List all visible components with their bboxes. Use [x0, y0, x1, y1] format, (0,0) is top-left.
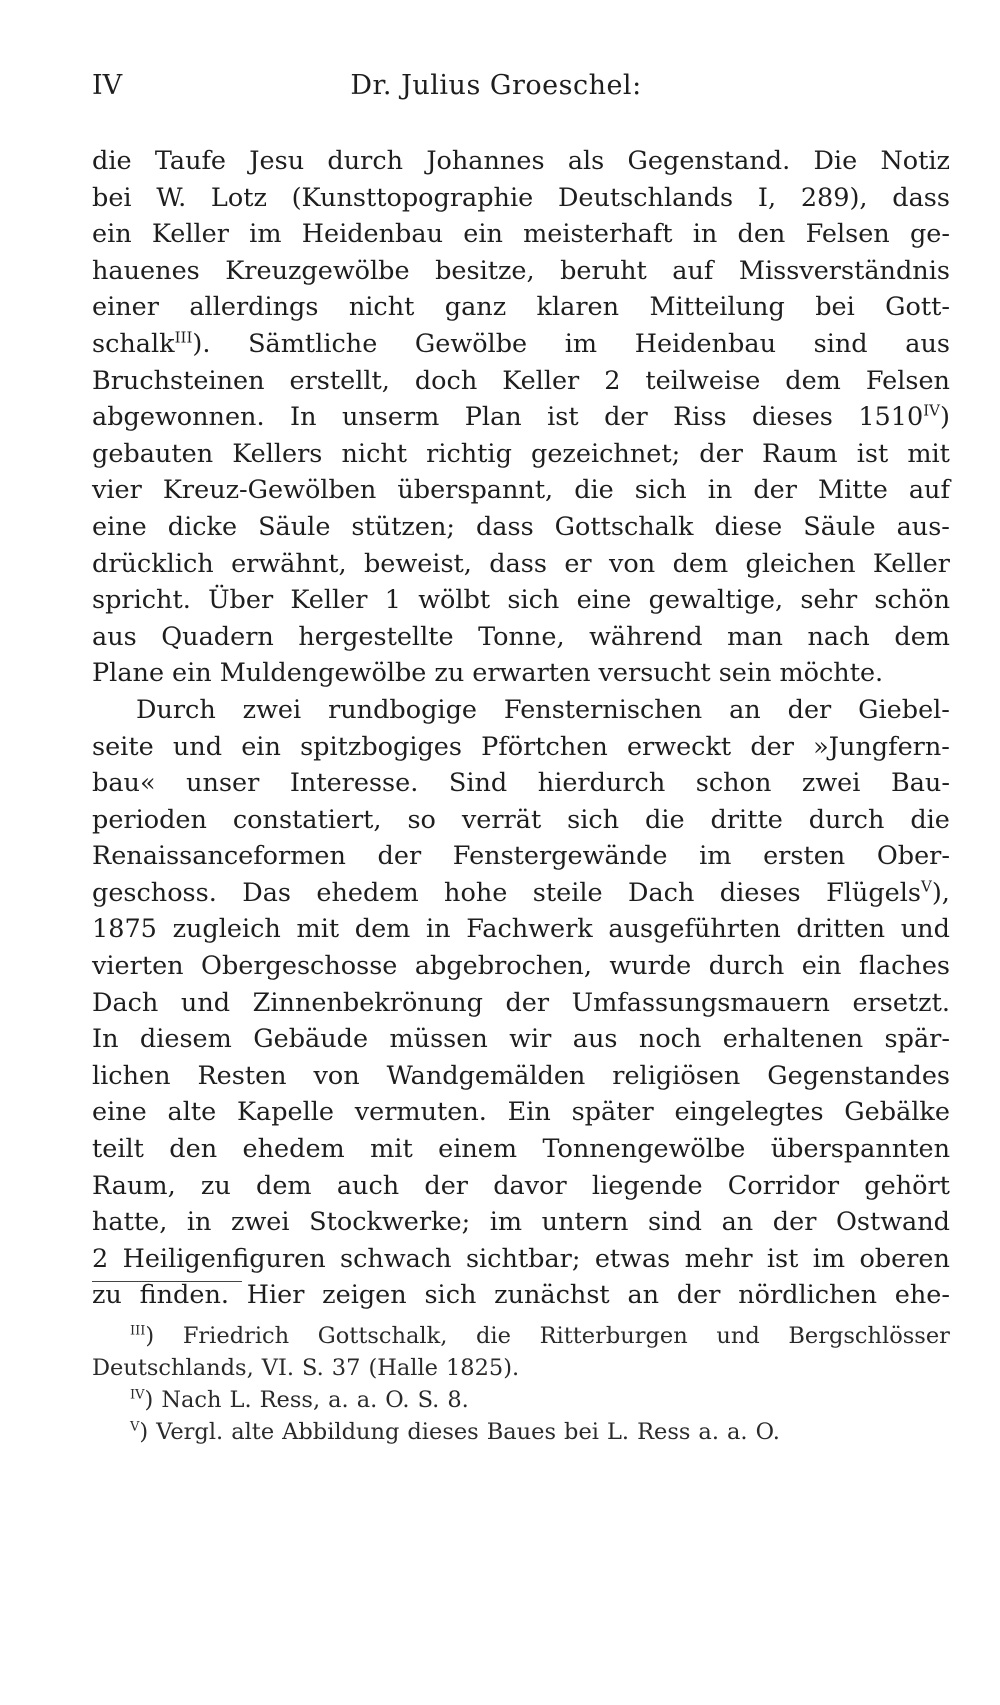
text-line: lichen Resten von Wandgemälden religiösen Gegenstandes	[92, 1060, 950, 1091]
text-line: zu finden. Hier zeigen sich zunächst an der nördlichen ehe-	[92, 1280, 950, 1311]
text-line: 2 Heiligenfiguren schwach sichtbar; etwas mehr ist im oberen	[92, 1243, 950, 1274]
text-line: drücklich erwähnt, beweist, dass er von dem gleichen Keller	[92, 548, 950, 579]
text-line: teilt den ehedem mit einem Tonnengewölbe überspannten	[92, 1134, 950, 1165]
text-line: Durch zwei rundbogige Fensternischen an der Giebel-	[136, 694, 950, 725]
footnote-marker: IV	[130, 1387, 145, 1403]
text-line: gebauten Kellers nicht richtig gezeichnet; der Raum ist mit	[92, 438, 950, 469]
text-line: Raum, zu dem auch der davor liegende Corridor gehört	[92, 1170, 950, 1201]
text-line: In diesem Gebäude müssen wir aus noch erhaltenen spär-	[92, 1024, 950, 1055]
text-line: die Taufe Jesu durch Johannes als Gegenstand. Die Notiz	[92, 146, 950, 176]
text-line: 1875 zugleich mit dem in Fachwerk ausgeführten dritten und	[92, 914, 950, 945]
footnote-line: $^{IV}$) Nach L. Ress, a. a. O. S. 8.	[130, 1387, 469, 1413]
text-line: hauenes Kreuzgewölbe besitze, beruht auf Missverständnis	[92, 255, 950, 286]
text-line: ein Keller im Heidenbau ein meisterhaft in den Felsen ge-	[92, 219, 950, 250]
text-line: Renaissanceformen der Fenstergewände im ersten Ober-	[92, 841, 950, 872]
footnote-line: Deutschlands, VI. S. 37 (Halle 1825).	[92, 1355, 520, 1381]
text-line: eine dicke Säule stützen; dass Gottschalk diese Säule aus-	[92, 511, 950, 542]
running-head: Dr. Julius Groeschel:	[350, 70, 642, 101]
text-line: vierten Obergeschosse abgebrochen, wurde durch ein flaches	[92, 951, 950, 982]
text-line: eine alte Kapelle vermuten. Ein später eingelegtes Gebälke	[92, 1097, 950, 1128]
footnote-ref: V	[921, 877, 932, 896]
footnotes	[92, 1320, 950, 1448]
text-line: Plane ein Muldengewölbe zu erwarten versucht sein möchte.	[92, 658, 884, 689]
text-line: Dach und Zinnenbekrönung der Umfassungsmauern ersetzt.	[92, 987, 950, 1018]
text-line: seite und ein spitzbogiges Pförtchen erweckt der »Jungfern-	[92, 731, 950, 762]
text-line: perioden constatiert, so verrät sich die dritte durch die	[92, 804, 950, 835]
text-line: schalk$^{III}$). Sämtliche Gewölbe im Heidenbau sind aus	[92, 328, 950, 359]
text-line: aus Quadern hergestellte Tonne, während man nach dem	[92, 621, 950, 652]
footnote-marker: III	[130, 1323, 146, 1339]
page-number: IV	[92, 70, 123, 101]
text-line: hatte, in zwei Stockwerke; im untern sind an der Ostwand	[92, 1207, 950, 1238]
body-text	[92, 143, 950, 1314]
text-line: abgewonnen. In unserm Plan ist der Riss dieses $1510^{IV}$)	[92, 401, 950, 433]
text-line: Bruchsteinen erstellt, doch Keller 2 teilweise dem Felsen	[92, 365, 950, 396]
text-line: bau« unser Interesse. Sind hierdurch schon zwei Bau-	[92, 768, 950, 799]
footnote-line: $^V$) Vergl. alte Abbildung dieses Baues bei L. Ress a. a. O.	[130, 1419, 780, 1445]
text-line: bei W. Lotz (Kunsttopographie Deutschlands I, 289), dass	[92, 182, 950, 213]
page-header	[92, 66, 900, 106]
text-line: vier Kreuz-Gewölben überspannt, die sich in der Mitte auf	[92, 475, 950, 506]
footnote-line: $^{III}$) Friedrich Gottschalk, die Ritterburgen und Bergschlösser	[130, 1323, 950, 1349]
text-line: geschoss. Das ehedem hohe steile Dach dieses Flügels$^V$),	[92, 877, 950, 908]
text-line: einer allerdings nicht ganz klaren Mitteilung bei Gott-	[92, 292, 950, 323]
footnote-marker: V	[130, 1419, 140, 1435]
text-line: spricht. Über Keller 1 wölbt sich eine gewaltige, sehr schön	[92, 585, 950, 616]
footnote-rule	[92, 1281, 242, 1282]
footnote-ref: IV	[923, 401, 940, 420]
footnote-ref: III	[174, 328, 193, 347]
